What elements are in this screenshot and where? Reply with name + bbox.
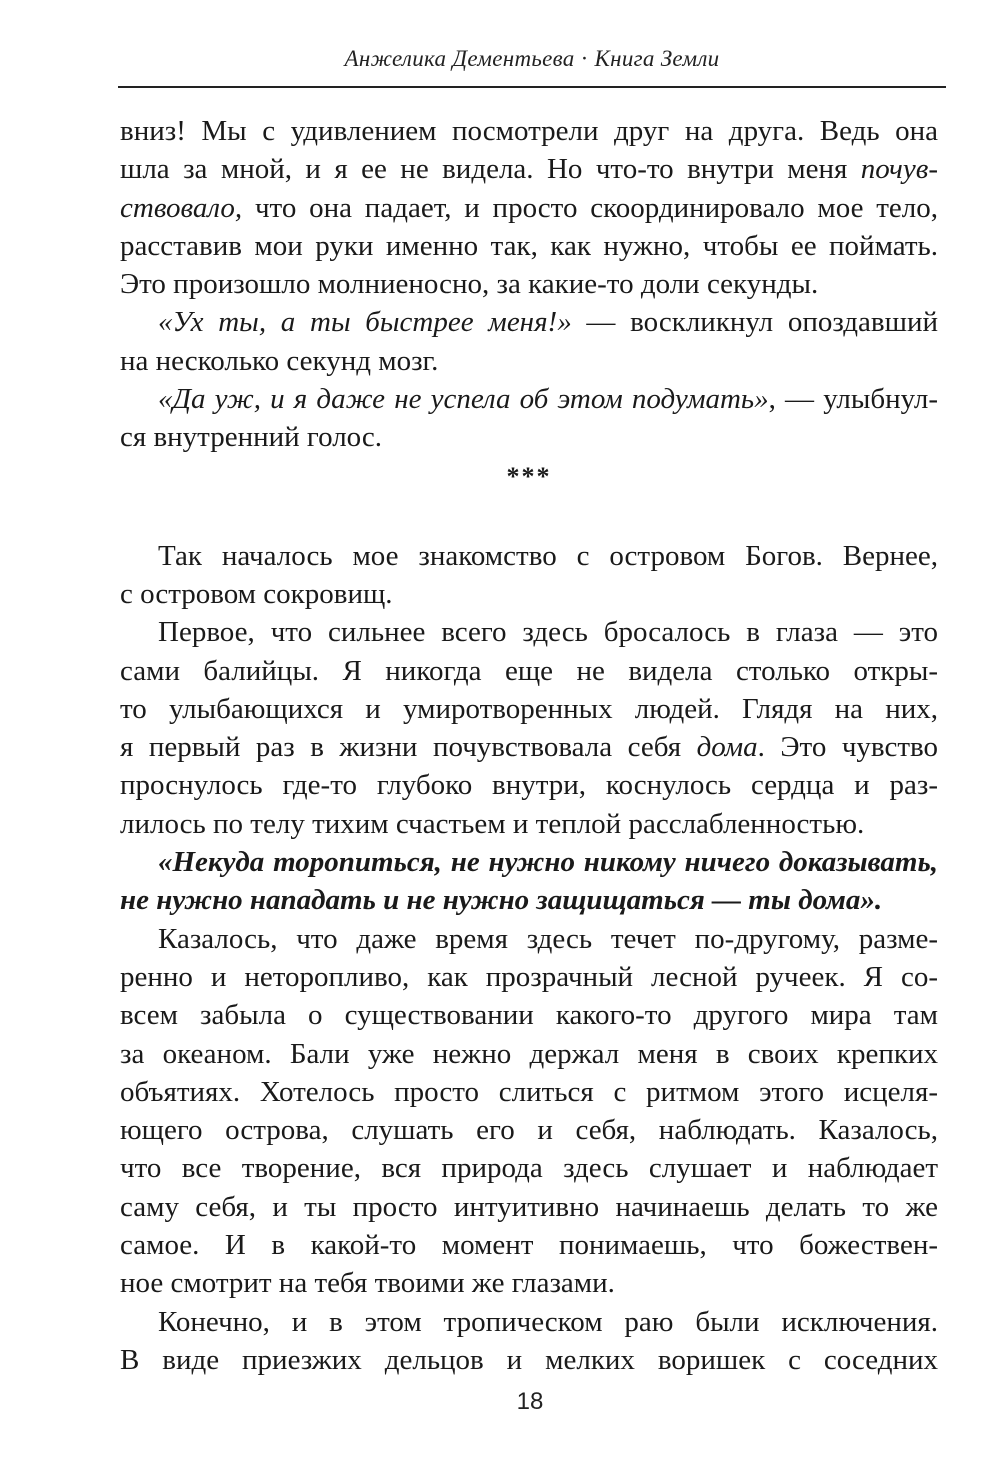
italic-fragment: дома (696, 731, 758, 764)
header-book-title: Книга Земли (594, 46, 720, 71)
text-line: ся внутренний голос. (120, 421, 383, 454)
text-line: вниз! Мы с удивлением посмотрели друг на друга. Ведь она (120, 115, 938, 147)
text-line: ствовало, что она падает, и просто скоординировало мое тело, (120, 191, 938, 224)
text-line: Конечно, и в этом тропическом раю были исключения. (158, 1305, 938, 1338)
body-text (120, 112, 938, 1379)
text-line: всем забыла о существовании какого-то другого мира там (120, 999, 938, 1032)
italic-fragment: ствовало, (120, 191, 243, 224)
text-line: проснулось где-то глубоко внутри, коснулось сердца и раз- (120, 769, 938, 802)
text-line: Первое, что сильнее всего здесь бросалось в глаза — это (158, 616, 938, 649)
text-line: расставив мои руки именно так, как нужно, чтобы ее поймать. (120, 229, 938, 262)
text-line: ренно и неторопливо, как прозрачный лесной ручеек. Я со- (120, 960, 938, 993)
text-line: я первый раз в жизни почувствовала себя дома. Это чувство (120, 731, 938, 764)
header-separator: · (580, 46, 589, 71)
text-line: то улыбающихся и умиротворенных людей. Глядя на них, (120, 692, 938, 725)
text-line: на несколько секунд мозг. (120, 344, 439, 377)
text-line: саму себя, и ты просто интуитивно начинаешь делать то же (120, 1190, 938, 1223)
text-line: ное смотрит на тебя твоими же глазами. (120, 1267, 615, 1300)
blank-gap (120, 495, 938, 537)
text-line: лилось по телу тихим счастьем и теплой расслабленностью. (120, 807, 865, 840)
italic-fragment: почув- (860, 153, 938, 186)
text-line: самое. И в какой-то момент понимаешь, что божествен- (120, 1229, 938, 1262)
text-line: Это произошло молниеносно, за какие-то доли секунды. (120, 268, 819, 301)
header-author: Анжелика Дементьева (344, 46, 575, 71)
header-rule (118, 86, 946, 88)
text-line: шла за мной, и я ее не видела. Но что-то внутри меня почув- (120, 153, 938, 186)
emphasized-quote-line: «Некуда торопиться, не нужно никому ничего доказывать, (158, 846, 938, 879)
text-line: Так началось мое знакомство с островом Богов. Вернее, (158, 539, 938, 572)
italic-quote: «Ух ты, а ты быстрее меня!» (158, 306, 572, 339)
text-line: за океаном. Бали уже нежно держал меня в своих крепких (120, 1037, 938, 1070)
italic-quote: «Да уж, и я даже не успела об этом подумать» (158, 383, 769, 416)
text-line: ющего острова, слушать его и себя, наблюдать. Казалось, (120, 1114, 938, 1147)
text-line: объятиях. Хотелось просто слиться с ритмом этого исцеля- (120, 1075, 938, 1108)
page-number: 18 (516, 1388, 544, 1415)
text-line: что все творение, вся природа здесь слушает и наблюдает (120, 1152, 938, 1185)
text-line: сами балийцы. Я никогда еще не видела столько откры- (120, 654, 938, 687)
text-line: Казалось, что даже время здесь течет по-другому, разме- (158, 922, 938, 955)
text-line: «Ух ты, а ты быстрее меня!» — воскликнул опоздавший (158, 306, 938, 339)
text-line: В виде приезжих дельцов и мелких воришек с соседних (120, 1343, 938, 1376)
emphasized-quote-line: не нужно нападать и не нужно защищаться — ты дома». (120, 884, 883, 917)
running-header (118, 46, 946, 72)
text-line: «Да уж, и я даже не успела об этом подумать», — улыбнул- (158, 383, 939, 416)
section-separator: *** (506, 461, 552, 491)
text-line: с островом сокровищ. (120, 577, 393, 610)
